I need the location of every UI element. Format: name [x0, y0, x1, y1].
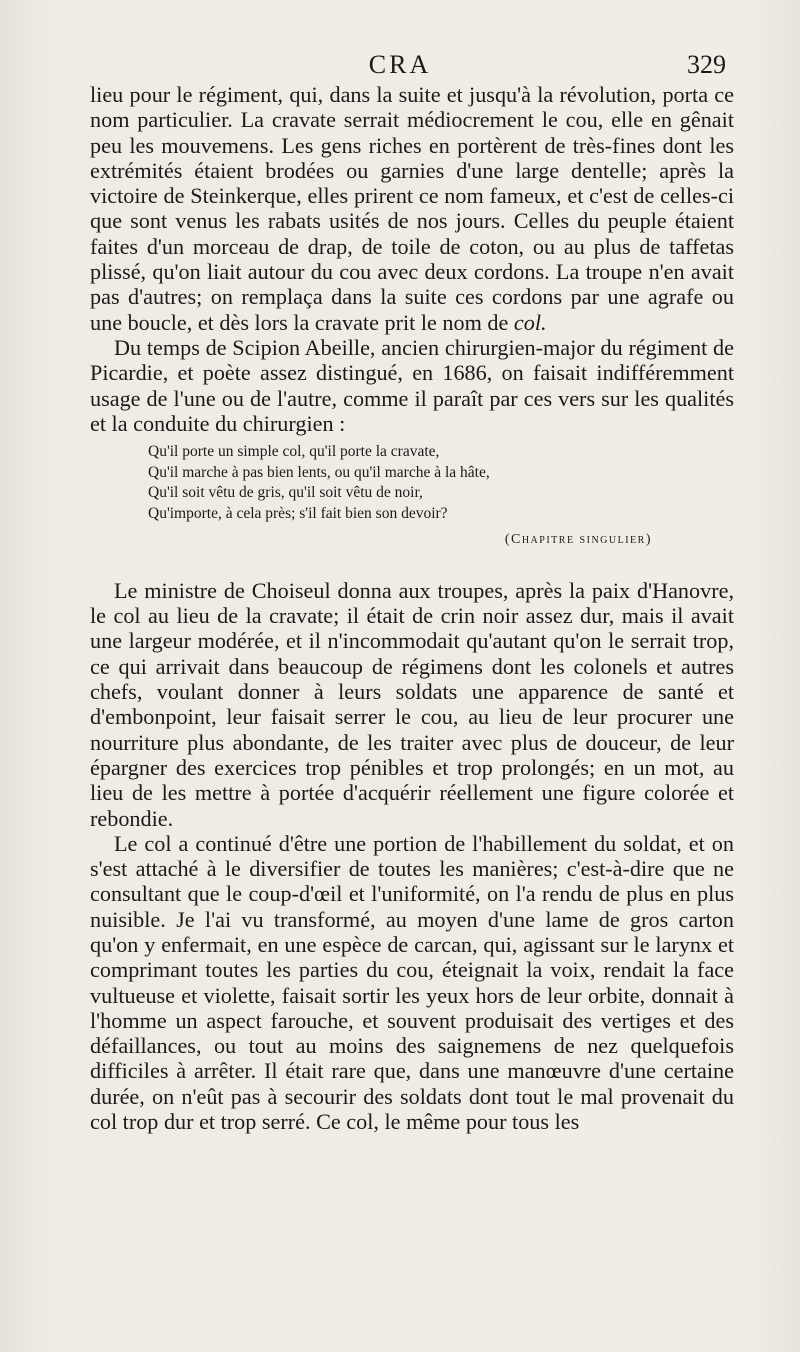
verse-line: Qu'il porte un simple col, qu'il porte la cravate, — [148, 443, 440, 461]
paragraph-3: Le ministre de Choiseul donna aux troupes, après la paix d'Hanovre, le col au lieu de la cravate; il était de crin noir assez dur, mais il avait une largeur modérée, et il n'incommodait qu'autant qu'on le serrait trop, ce qui arrivait dans beaucoup de régimens dont les colonels et autres chefs, voulant donner à leurs soldats une apparence de santé et d'embonpoint, leur faisait serrer le cou, au lieu de leur procurer une nourriture plus abondante, de les traiter avec plus de douceur, de leur épargner des exercices trop pénibles et trop prolongés; en un mot, au lieu de les mettre à portée d'acquérir réellement une figure colorée et rebondie. — [90, 577, 734, 831]
verse-line: Qu'il soit vêtu de gris, qu'il soit vêtu de noir, — [148, 484, 423, 502]
paragraph-1 — [90, 82, 734, 335]
citation-text: (Chapitre singulier) — [504, 531, 652, 547]
paragraph-1-text: lieu pour le régiment, qui, dans la suite et jusqu'à la révolution, porta ce nom particulier. La cravate serrait médiocrement le cou, elle en gênait peu les mouvemens. Les gens riches en portèrent de très-fines dont les extrémités étaient brodées ou garnies d'une large dentelle; après la victoire de Steinkerque, elles prirent ce nom fameux, et c'est de celles-ci que sont venus les rabats usités de nos jours. Celles du peuple étaient faites d'un morceau de drap, de toile de coton, ou au plus de taffetas plissé, qu'on liait autour du cou avec deux cordons. La troupe n'en avait pas d'autres; on remplaça dans la suite ces cordons par une agrafe ou une boucle, et dès lors la cravate prit le nom de — [90, 82, 734, 335]
running-head: CRA — [368, 50, 432, 79]
page-header — [0, 50, 800, 86]
verse-quote — [148, 442, 734, 524]
paragraph-2: Du temps de Scipion Abeille, ancien chirurgien-major du régiment de Picardie, et poète assez distingué, en 1686, on faisait indifféremment usage de l'une ou de l'autre, comme il paraît par ces vers sur les qualités et la conduite du chirurgien : — [90, 334, 734, 436]
paragraph-4: Le col a continué d'être une portion de l'habillement du soldat, et on s'est attaché à le diversifier de toutes les manières; c'est-à-dire que ne consultant que le coup-d'œil et l'uniformité, on l'a rendu de plus en plus nuisible. Je l'ai vu transformé, au moyen d'une lame de gros carton qu'on y enfermait, en une espèce de carcan, qui, agissant sur le larynx et comprimant toutes les parties du cou, éteignait la voix, rendait la face vultueuse et violette, faisait sortir les yeux hors de leur orbite, donnait à l'homme un aspect farouche, et souvent produisait des vertiges et des défaillances, ou tout au moins des saignemens de nez quelquefois difficiles à arrêter. Il était rare que, dans une manœuvre d'une certaine durée, on n'eût pas à secourir des soldats dont tout le mal provenait du col trop dur et trop serré. Ce col, le même pour tous les — [90, 830, 734, 1135]
verse-line: Qu'il marche à pas bien lents, ou qu'il marche à la hâte, — [148, 463, 490, 481]
verse-line: Qu'importe, à cela près; s'il fait bien son devoir? — [148, 504, 448, 522]
italic-term: col. — [513, 309, 547, 335]
page-number: 329 — [687, 50, 726, 79]
verse-citation — [90, 527, 652, 552]
body-text — [90, 82, 734, 1134]
